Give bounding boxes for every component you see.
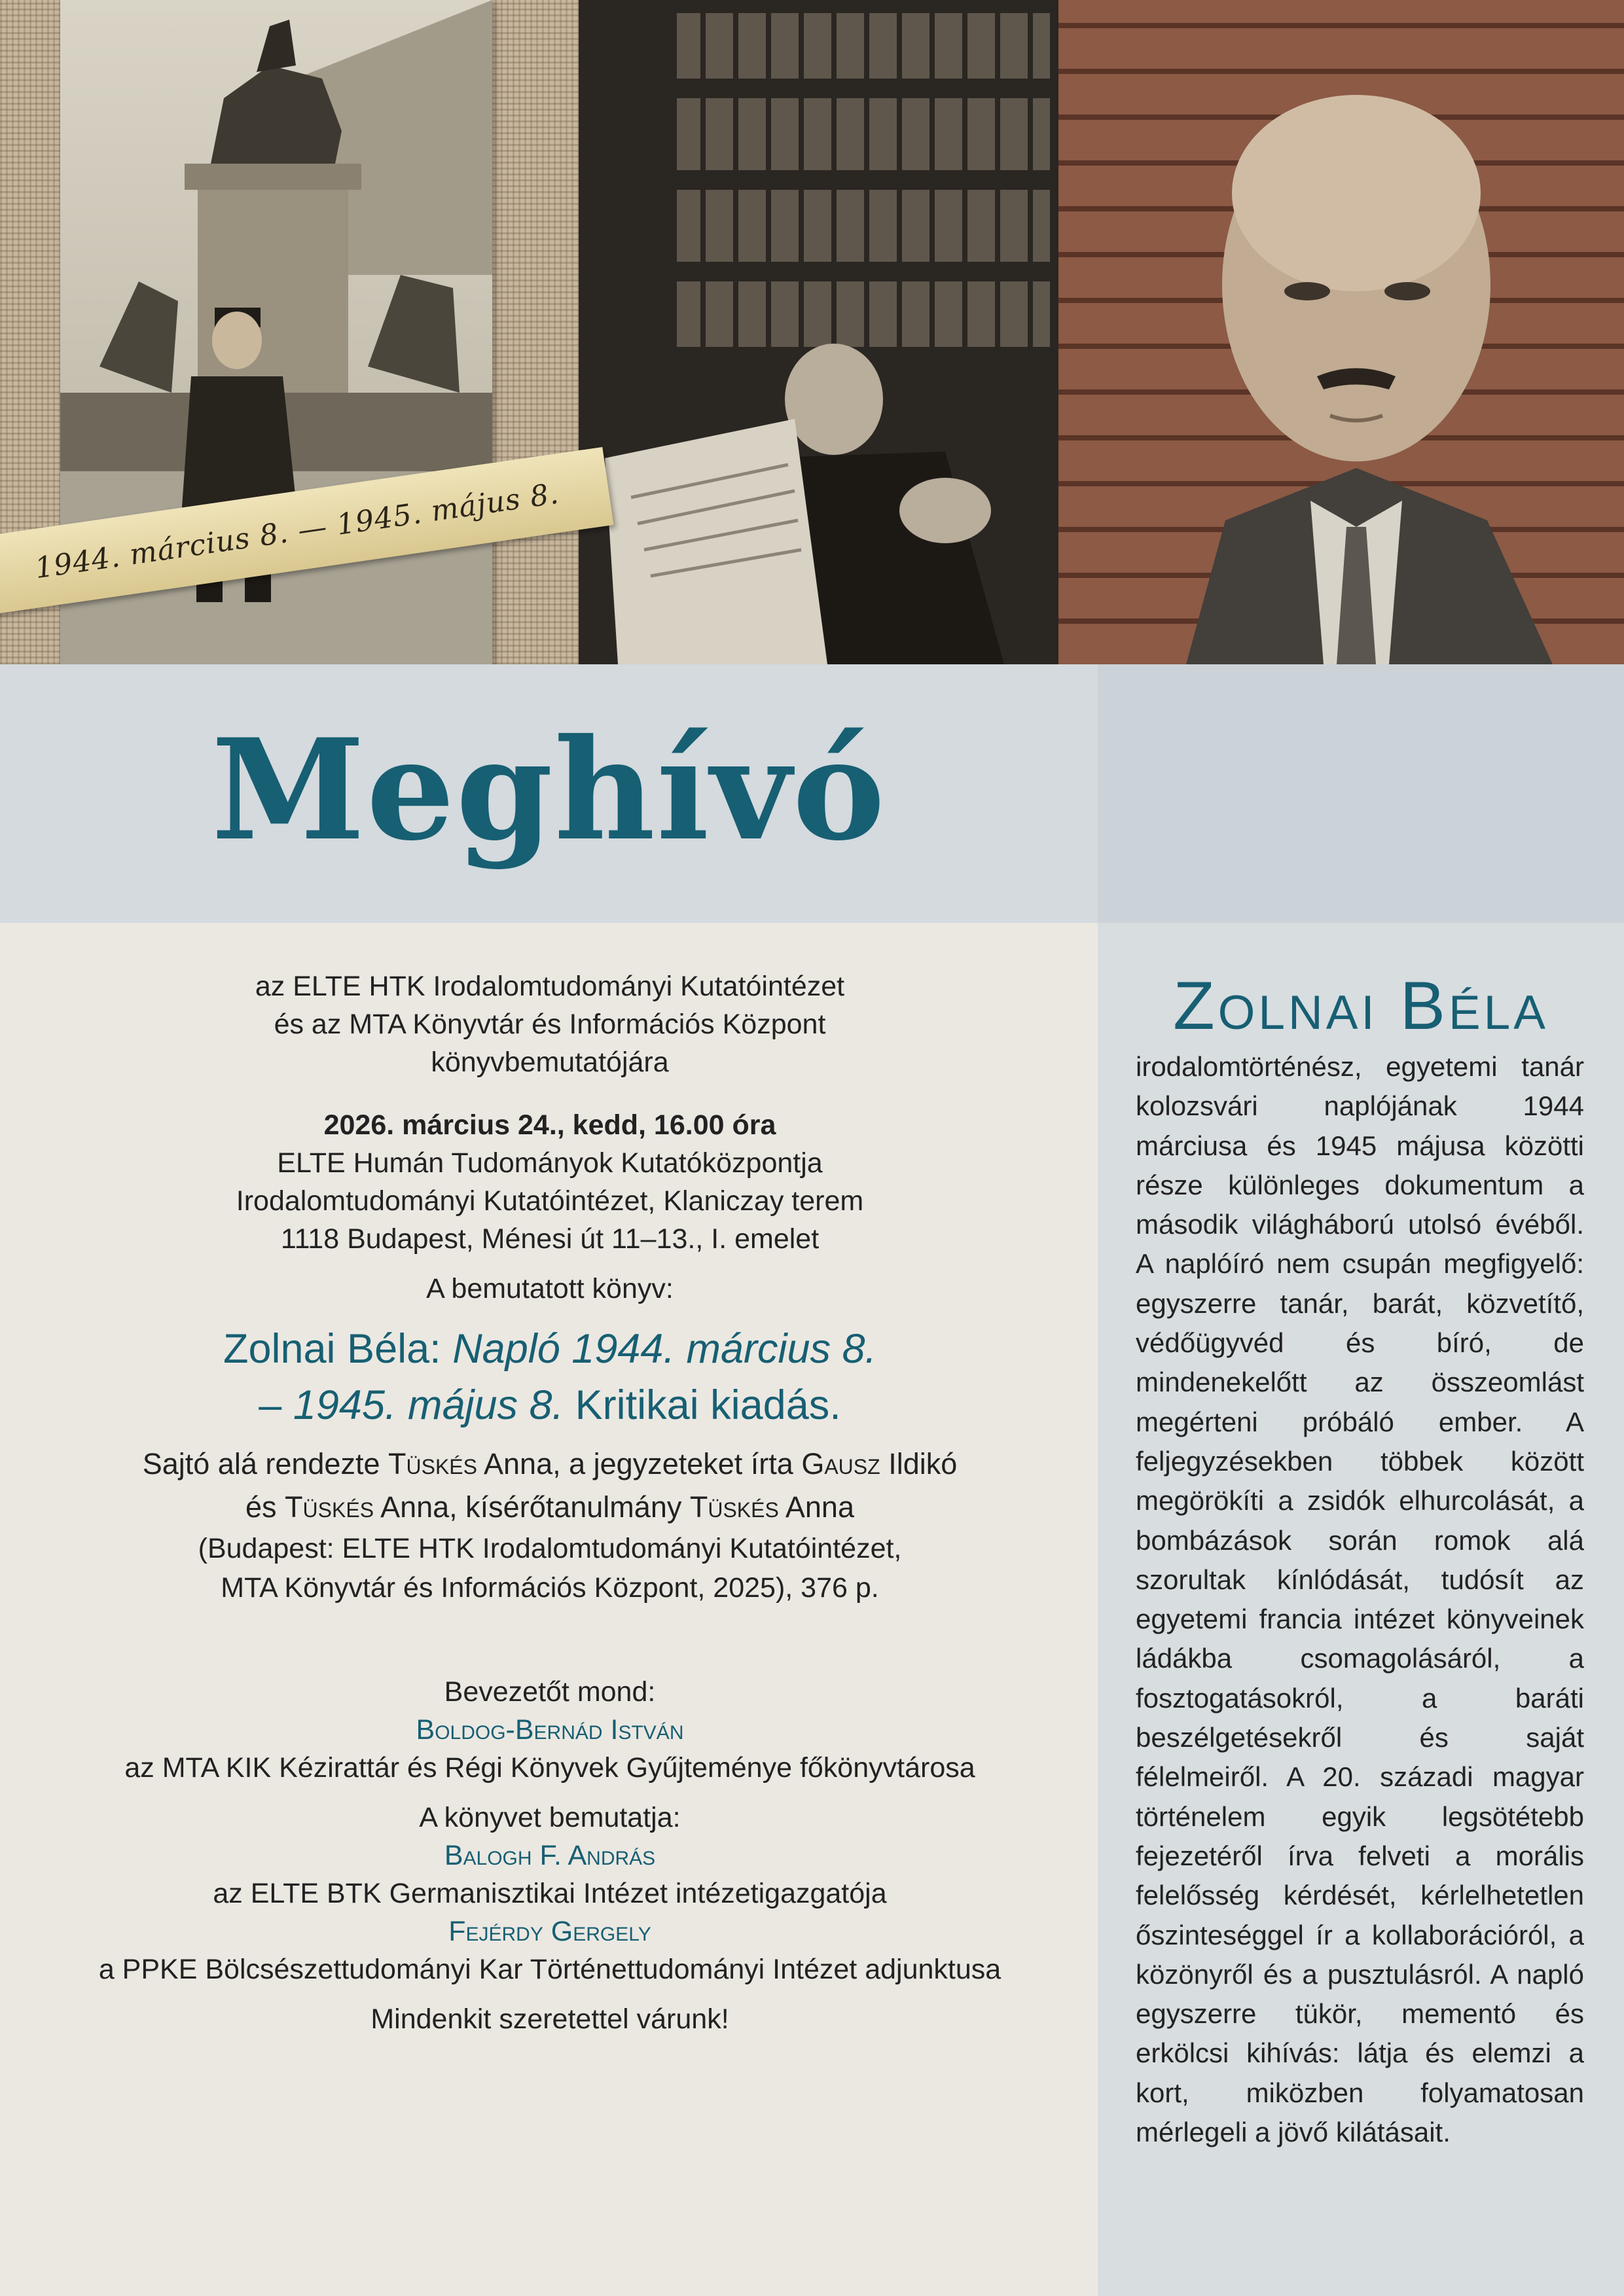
book-title xyxy=(59,1321,1041,1433)
author-bio: irodalomtörténész, egyetemi tanár kolozsvári naplójának 1944 márciusa és 1945 májusa közötti része különleges dokumentum a második világháború utolsó évéből. A naplóíró nem csupán megfigyelő: egyszerre tanár, barát, közvetítő, védőügyvéd és bíró, de mindenekelőtt az összeomlást megérteni próbáló ember. A feljegyzésekben többek között megörökíti a zsidók elhurcolását, a bombázások során romok alá szorultak kínlódását, tudósít az egyetemi francia intézet könyveinek ládákba csomagolásáról, a fosztogatásokról, a baráti beszélgetésekről és saját félelmeiről. A 20. századi magyar történelem egyik legsötétebb fejezetéről írva felveti a morális felelősség kérdését, kérlelhetetlen őszinteséggel ír a kollaborációról, a közönyről és a pusztulásról. A napló egyszerre tükör, mementó és erkölcsi kihívás: látja és elemzi a kort, miközben folyamatosan mérlegeli a jövő kilátásait. xyxy=(1136,1051,1584,2148)
book-title-part-1: Napló 1944. március 8. xyxy=(452,1326,877,1372)
presenter-2-name: Fejérdy Gergely xyxy=(448,1916,651,1947)
presenters-label: A könyvet bemutatja: xyxy=(419,1802,681,1833)
venue-line-1: ELTE Humán Tudományok Kutatóközpontja xyxy=(277,1147,823,1179)
intro-label: Bevezetőt mond: xyxy=(444,1676,656,1708)
organizer-line-1: az ELTE HTK Irodalomtudományi Kutatóintézet xyxy=(255,971,845,1002)
venue-address: 1118 Budapest, Ménesi út 11–13., I. emelet xyxy=(280,1223,820,1255)
book-credits-line-2 xyxy=(59,1486,1041,1529)
credit-text: és xyxy=(245,1490,277,1524)
intro-speaker-name: Boldog-Bernád István xyxy=(416,1714,684,1746)
credit-surname: Tüskés xyxy=(689,1490,779,1524)
portrait-photo-icon xyxy=(1094,69,1624,664)
publication-line-2: MTA Könyvtár és Információs Központ, 2025), 376 p. xyxy=(221,1572,879,1604)
book-label: A bemutatott könyv: xyxy=(426,1273,674,1304)
credit-text: Anna, kísérőtanulmány xyxy=(380,1490,682,1524)
title-band-right xyxy=(1098,664,1624,923)
event-datetime: 2026. március 24., kedd, 16.00 óra xyxy=(323,1109,776,1141)
book-edition: Kritikai kiadás. xyxy=(575,1382,841,1428)
book-title-part-2: 1945. május 8. xyxy=(293,1382,564,1428)
credit-text: Anna, a jegyzeteket írta xyxy=(484,1447,793,1480)
page-title: Meghívó xyxy=(211,708,887,871)
publication-line-1: (Budapest: ELTE HTK Irodalomtudományi Kutatóintézet, xyxy=(198,1533,902,1564)
credit-text: Anna xyxy=(785,1490,854,1524)
closing-line: Mindenkit szeretettel várunk! xyxy=(370,2003,729,2035)
credit-surname: Tüskés xyxy=(285,1490,374,1524)
presenter-2-role: a PPKE Bölcsészettudományi Kar Történettudományi Intézet adjunktusa xyxy=(98,1954,1001,1985)
book-title-dash: – xyxy=(259,1382,282,1428)
credit-text: Ildikó xyxy=(888,1447,958,1480)
book-credits-line-1 xyxy=(59,1443,1041,1486)
reading-man-photo-icon xyxy=(579,0,1058,664)
intro-speaker-role: az MTA KIK Kézirattár és Régi Könyvek Gyűjteménye főkönyvtárosa xyxy=(124,1752,975,1784)
credit-surname: Tüskés xyxy=(388,1447,477,1480)
organizer-line-2: és az MTA Könyvtár és Információs Központ xyxy=(274,1009,826,1040)
invitation-text xyxy=(59,967,1041,2038)
presenter-1-role: az ELTE BTK Germanisztikai Intézet intézetigazgatója xyxy=(213,1878,887,1909)
venue-line-2: Irodalomtudományi Kutatóintézet, Klaniczay terem xyxy=(236,1185,864,1217)
book-author: Zolnai Béla: xyxy=(223,1326,441,1372)
author-name: Zolnai Béla xyxy=(1173,968,1549,1044)
event-type: könyvbemutatójára xyxy=(431,1047,669,1078)
presenter-1-name: Balogh F. András xyxy=(444,1840,656,1871)
credit-surname: Gausz xyxy=(801,1447,880,1480)
date-strip-text: 1944. március 8. — 1945. május 8. xyxy=(33,476,562,585)
credit-text: Sajtó alá rendezte xyxy=(142,1447,380,1480)
